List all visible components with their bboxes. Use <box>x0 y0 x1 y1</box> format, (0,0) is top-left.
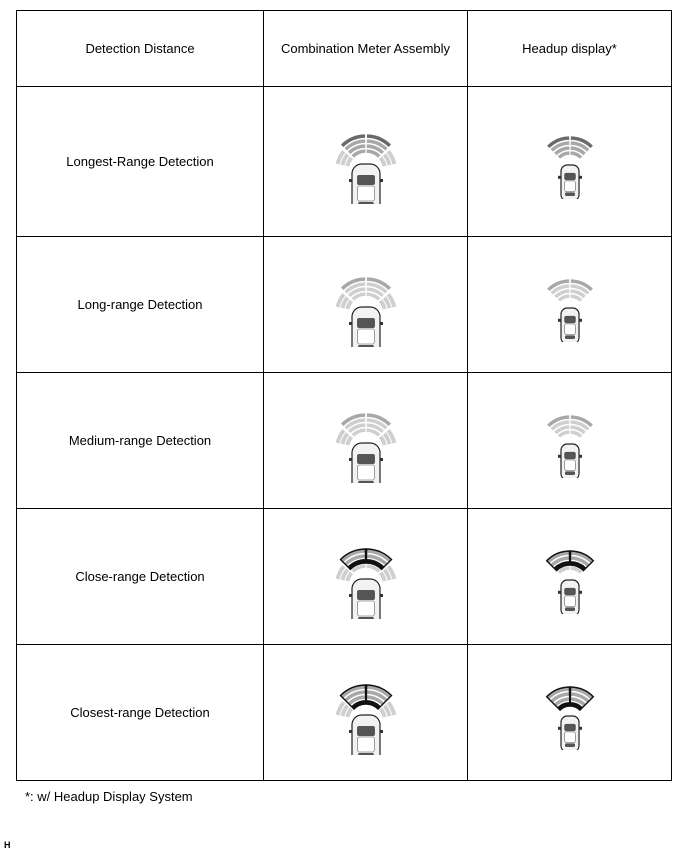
car-mirror-right <box>579 318 582 321</box>
detection-distance-table <box>16 10 672 781</box>
hud-icon-cell <box>468 645 672 781</box>
car-windshield <box>564 172 576 179</box>
row-label: Close-range Detection <box>17 509 264 645</box>
car-front-sonar-arcs-icon <box>541 676 599 750</box>
car-front-sonar-arcs-icon <box>541 125 599 199</box>
row-label: Longest-Range Detection <box>17 87 264 237</box>
car-rear-window <box>358 202 374 204</box>
meter-icon <box>264 671 467 755</box>
car-mirror-left <box>558 454 561 457</box>
car-mirror-left <box>558 318 561 321</box>
car-mirror-right <box>380 179 383 182</box>
car-mirror-right <box>579 590 582 593</box>
car-front-sonar-arcs-icon <box>328 399 404 483</box>
car-mirror-left <box>349 458 352 461</box>
car-windshield <box>357 454 375 464</box>
car-mirror-left <box>349 730 352 733</box>
car-mirror-left <box>349 179 352 182</box>
car-rear-window <box>564 471 574 475</box>
meter-icon-cell <box>264 645 468 781</box>
meter-icon-cell <box>264 509 468 645</box>
car-mirror-right <box>579 454 582 457</box>
car-mirror-right <box>380 594 383 597</box>
car-mirror-left <box>558 590 561 593</box>
meter-icon-cell <box>264 373 468 509</box>
car-rear-window <box>358 345 374 347</box>
car-windshield <box>357 726 375 736</box>
hud-icon-cell <box>468 373 672 509</box>
car-rear-window <box>564 335 574 339</box>
car-roof <box>357 186 374 201</box>
car-roof <box>564 595 575 606</box>
car-mirror-right <box>579 175 582 178</box>
car-windshield <box>357 590 375 600</box>
meter-icon <box>264 535 467 619</box>
car-mirror-right <box>380 458 383 461</box>
car-mirror-left <box>349 594 352 597</box>
hud-icon-cell <box>468 509 672 645</box>
hud-icon <box>468 676 671 750</box>
hud-icon <box>468 125 671 199</box>
row-label: Long-range Detection <box>17 237 264 373</box>
car-front-sonar-arcs-icon <box>328 263 404 347</box>
car-windshield <box>357 318 375 328</box>
car-front-sonar-arcs-icon <box>328 120 404 204</box>
header-headup-display: Headup display* <box>468 11 672 87</box>
meter-icon <box>264 263 467 347</box>
car-mirror-left <box>558 175 561 178</box>
table-row <box>17 645 672 781</box>
footnote: *: w/ Headup Display System <box>25 789 193 804</box>
car-mirror-left <box>558 726 561 729</box>
car-windshield <box>564 451 576 458</box>
car-rear-window <box>564 607 574 611</box>
meter-icon <box>264 120 467 204</box>
car-mirror-left <box>349 322 352 325</box>
hud-icon-cell <box>468 87 672 237</box>
car-roof <box>357 329 374 344</box>
header-detection-distance: Detection Distance <box>17 11 264 87</box>
meter-icon <box>264 399 467 483</box>
car-rear-window <box>564 743 574 747</box>
car-windshield <box>564 587 576 594</box>
table-row <box>17 509 672 645</box>
header-combination-meter: Combination Meter Assembly <box>264 11 468 87</box>
car-rear-window <box>358 617 374 619</box>
car-rear-window <box>564 192 574 196</box>
header-row <box>17 11 672 87</box>
car-roof <box>564 323 575 334</box>
car-front-sonar-arcs-icon <box>541 404 599 478</box>
car-roof <box>564 180 575 191</box>
car-mirror-right <box>380 322 383 325</box>
row-label: Medium-range Detection <box>17 373 264 509</box>
car-roof <box>564 459 575 470</box>
car-roof <box>357 465 374 480</box>
meter-icon-cell <box>264 237 468 373</box>
hud-icon <box>468 404 671 478</box>
meter-icon-cell <box>264 87 468 237</box>
table-row <box>17 237 672 373</box>
car-windshield <box>564 315 576 322</box>
corner-mark: H <box>4 840 11 850</box>
car-front-sonar-arcs-icon <box>541 540 599 614</box>
hud-icon <box>468 268 671 342</box>
hud-icon <box>468 540 671 614</box>
car-windshield <box>564 723 576 730</box>
car-front-sonar-arcs-icon <box>541 268 599 342</box>
table-row <box>17 373 672 509</box>
car-roof <box>357 601 374 616</box>
car-windshield <box>357 175 375 185</box>
car-front-sonar-arcs-icon <box>328 535 404 619</box>
car-roof <box>357 737 374 752</box>
car-mirror-right <box>579 726 582 729</box>
car-rear-window <box>358 481 374 483</box>
hud-icon-cell <box>468 237 672 373</box>
car-mirror-right <box>380 730 383 733</box>
car-roof <box>564 731 575 742</box>
table-row <box>17 87 672 237</box>
car-rear-window <box>358 753 374 755</box>
row-label: Closest-range Detection <box>17 645 264 781</box>
car-front-sonar-arcs-icon <box>328 671 404 755</box>
